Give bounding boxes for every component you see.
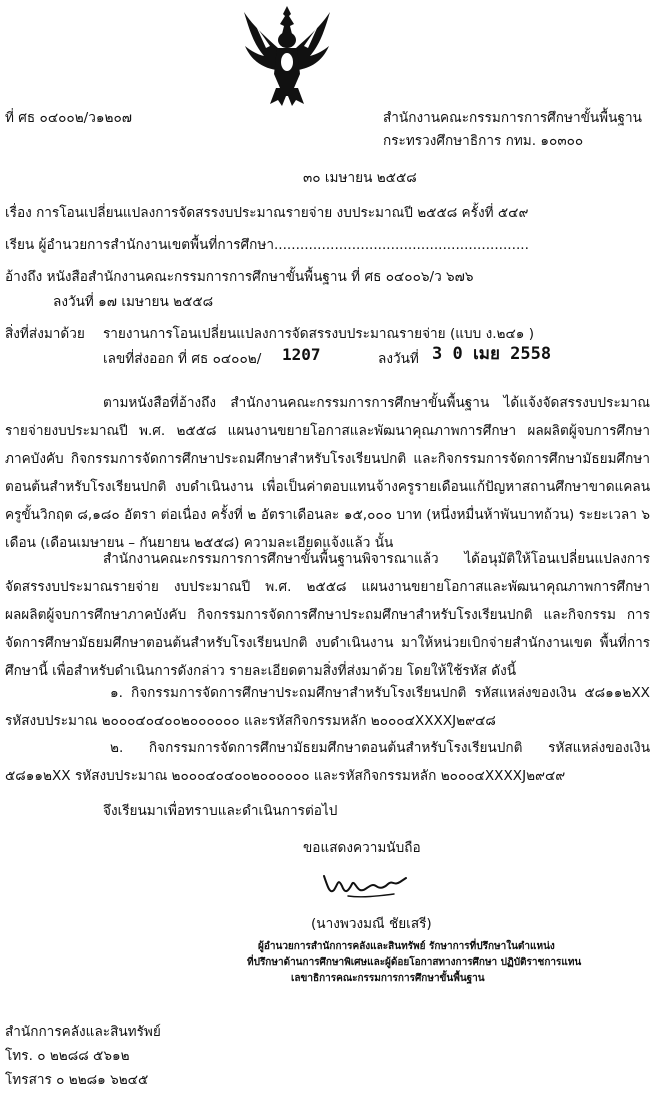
reference-line: อ้างถึง หนังสือสำนักงานคณะกรรมการการศึกษาขั้นพื้นฐาน ที่ ศธ ๐๔๐๐๖/ว ๖๗๖ <box>5 269 474 285</box>
enclosure-label: สิ่งที่ส่งมาด้วย <box>5 326 85 342</box>
enclosure-issue-number: 1207 <box>282 345 321 364</box>
salutation: เรียน ผู้อำนวยการสำนักงานเขตพื้นที่การศึกษา........................................................... <box>5 237 529 253</box>
reference-date: ลงวันที่ ๑๗ เมษายน ๒๕๕๘ <box>53 294 214 310</box>
letter-date: ๓๐ เมษายน ๒๕๕๘ <box>303 170 417 186</box>
list-item-1: ๑. กิจกรรมการจัดการศึกษาประถมศึกษาสำหรับโรงเรียนปกติ รหัสแหล่งของเงิน ๕๘๑๑๒XX รหัสงบประมาณ ๒๐๐๐๔๐๔๐๐๒๐๐๐๐๐๐ และรหัสกิจกรรมหลัก ๒๐๐๐๔XXXXJ๒๙๔๘ <box>5 685 650 729</box>
footer-office: สำนักการคลังและสินทรัพย์ <box>5 1024 161 1040</box>
signer-title-2: ที่ปรึกษาด้านการศึกษาพิเศษและผู้ด้อยโอกาสทางการศึกษา ปฏิบัติราชการแทน <box>247 957 582 968</box>
body-paragraph-1: ตามหนังสือที่อ้างถึง สำนักงานคณะกรรมการการศึกษาขั้นพื้นฐาน ได้แจ้งจัดสรรงบประมาณ รายจ่ายงบประมาณปี พ.ศ. ๒๕๕๘ แผนงานขยายโอกาสและพัฒนาคุณภาพการศึกษา ผลผลิตผู้จบการศึกษา ภาคบังคับ กิจกรรมการจัดการศึกษาประถมศึกษาสำหรับโรงเรียนปกติ และกิจกรรมการจัดการศึกษามัธยมศึกษา ตอนต้นสำหรับโรงเรียนปกติ งบดำเนินงาน เพื่อเป็นค่าตอบแทนจ้างครูรายเดือนแก้ปัญหาสถานศึกษาขาดแคลน ครูขั้นวิกฤต ๘,๑๘๐ อัตรา ต่อเนื่อง ครั้งที่ ๒ อัตราเดือนละ ๑๕,๐๐๐ บาท (หนึ่งหมื่นห้าพันบาทถ้วน) ระยะเวลา ๖ เดือน (เดือนเมษายน – กันยายน ๒๕๕๘) ความละเอียดแจ้งแล้ว นั้น <box>5 395 650 551</box>
org-address: กระทรวงศึกษาธิการ กทม. ๑๐๓๐๐ <box>383 133 584 149</box>
enclosure-date-prefix: ลงวันที่ <box>378 351 419 367</box>
handwritten-signature-icon <box>318 868 410 904</box>
closing-paragraph: จึงเรียนมาเพื่อทราบและดำเนินการต่อไป <box>103 803 338 819</box>
enclosure-text: รายงานการโอนเปลี่ยนแปลงการจัดสรรงบประมาณรายจ่าย (แบบ ง.๒๔๑ ) <box>103 326 535 342</box>
body-paragraph-2: สำนักงานคณะกรรมการการศึกษาขั้นพื้นฐานพิจารณาแล้ว ได้อนุมัติให้โอนเปลี่ยนแปลงการ จัดสรรงบประมาณรายจ่าย งบประมาณปี พ.ศ. ๒๕๕๘ แผนงานขยายโอกาสและพัฒนาคุณภาพการศึกษา ผลผลิตผู้จบการศึกษาภาคบังคับ กิจกรรมการจัดการศึกษาประถมศึกษาสำหรับโรงเรียนปกติ และกิจกรรม การจัดการศึกษามัธยมศึกษาตอนต้นสำหรับโรงเรียนปกติ งบดำเนินงาน มาให้หน่วยเบิกจ่ายสำนักงานเขต พื้นที่การศึกษานี้ เพื่อสำหรับดำเนินการดังกล่าว รายละเอียดตามสิ่งที่ส่งมาด้วย โดยให้ใช้รหัส ดังนี้ <box>5 551 650 679</box>
garuda-emblem-icon <box>242 4 332 108</box>
complimentary-close: ขอแสดงความนับถือ <box>303 840 421 856</box>
enclosure-issue-prefix: เลขที่ส่งออก ที่ ศธ ๐๔๐๐๒/ <box>103 351 262 367</box>
subject: เรื่อง การโอนเปลี่ยนแปลงการจัดสรรงบประมาณรายจ่าย งบประมาณปี ๒๕๕๘ ครั้งที่ ๕๔๙ <box>5 205 529 221</box>
org-name: สำนักงานคณะกรรมการการศึกษาขั้นพื้นฐาน <box>383 110 642 126</box>
list-item-2: ๒. กิจกรรมการจัดการศึกษามัธยมศึกษาตอนต้นสำหรับโรงเรียนปกติ รหัสแหล่งของเงิน ๕๘๑๑๒XX รหัสงบประมาณ ๒๐๐๐๔๐๔๐๐๒๐๐๐๐๐๐ และรหัสกิจกรรมหลัก ๒๐๐๐๔XXXXJ๒๙๔๙ <box>5 740 650 784</box>
date-stamp: 3 0 เมย 2558 <box>432 344 552 364</box>
signer-title-3: เลขาธิการคณะกรรมการการศึกษาขั้นพื้นฐาน <box>291 973 485 984</box>
signer-name: (นางพวงมณี ชัยเสรี) <box>311 916 432 932</box>
reference-number: ที่ ศธ ๐๔๐๐๒/ว๑๒๐๗ <box>5 110 132 126</box>
signer-title-1: ผู้อำนวยการสำนักการคลังและสินทรัพย์ รักษาการที่ปรึกษาในตำแหน่ง <box>258 941 555 952</box>
footer-fax: โทรสาร ๐ ๒๒๘๑ ๖๒๔๕ <box>5 1072 149 1088</box>
footer-telephone: โทร. ๐ ๒๒๘๘ ๕๖๑๒ <box>5 1048 130 1064</box>
